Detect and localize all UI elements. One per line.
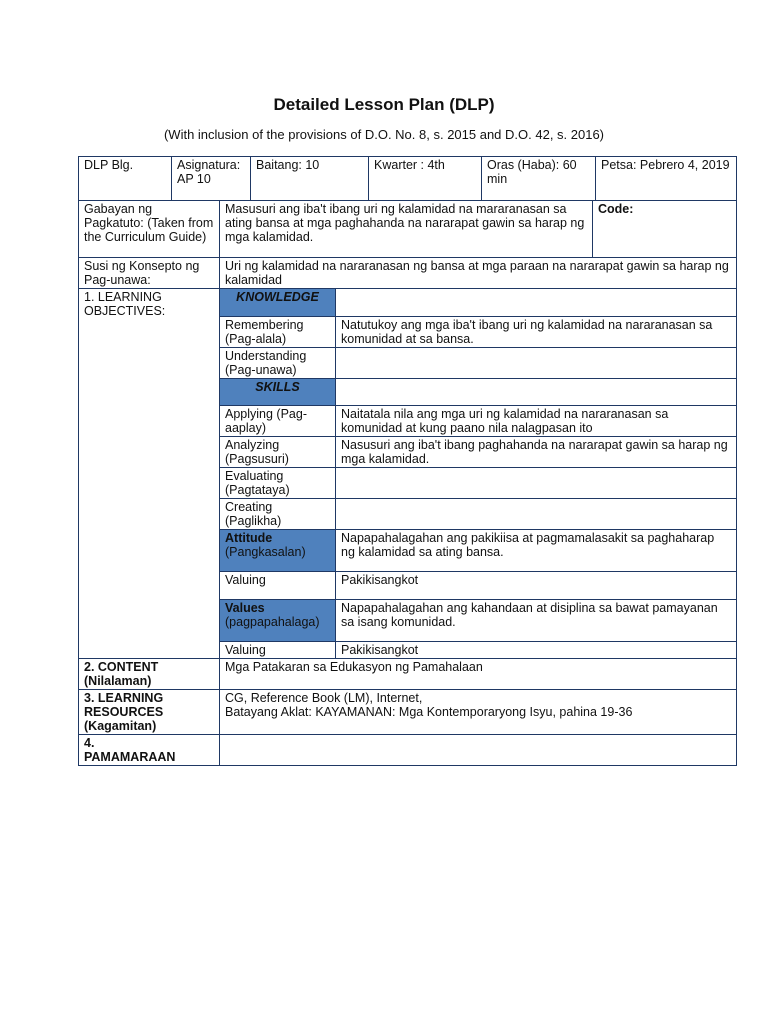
code-label: Code:	[593, 201, 737, 258]
resources-line-2: Batayang Aklat: KAYAMANAN: Mga Kontemporaryong Isyu, pahina 19-36	[225, 705, 633, 719]
evaluating-text	[336, 468, 737, 499]
creating-label: Creating (Paglikha)	[220, 499, 336, 530]
content-text: Mga Patakaran sa Edukasyon ng Pamahalaan	[220, 659, 737, 690]
dlp-number-cell: DLP Blg.	[79, 157, 172, 201]
remembering-label: Remembering (Pag-alala)	[220, 317, 336, 348]
evaluating-label: Evaluating (Pagtataya)	[220, 468, 336, 499]
resources-label: 3. LEARNING RESOURCES	[84, 691, 164, 719]
content-label: 2. CONTENT	[84, 660, 159, 674]
attitude-subheading: (Pangkasalan)	[225, 545, 306, 559]
values-text: Napapahalagahan ang kahandaan at disiplina sa bawat pamayanan sa isang komunidad.	[336, 600, 737, 642]
content-sublabel: (Nilalaman)	[84, 674, 152, 688]
lesson-table	[78, 200, 737, 766]
understanding-label: Understanding (Pag-unawa)	[220, 348, 336, 379]
values-heading-cell	[220, 600, 336, 642]
attitude-heading-cell	[220, 530, 336, 572]
guide-label: Gabayan ng Pagkatuto: (Taken from the Curriculum Guide)	[79, 201, 220, 258]
values-heading: Values	[225, 601, 265, 615]
applying-text: Naitatala nila ang mga uri ng kalamidad na nararanasan sa komunidad at kung paano nila nalagpasan ito	[336, 406, 737, 437]
applying-label: Applying (Pag-aaplay)	[220, 406, 336, 437]
document-subtitle: (With inclusion of the provisions of D.O. No. 8, s. 2015 and D.O. 42, s. 2016)	[163, 127, 605, 142]
grade-cell: Baitang: 10	[251, 157, 369, 201]
procedure-label-cell	[79, 735, 220, 766]
document-title: Detailed Lesson Plan (DLP)	[273, 95, 495, 114]
attitude-heading: Attitude	[225, 531, 273, 545]
analyzing-text: Nasusuri ang iba't ibang paghahanda na nararapat gawin sa harap ng mga kalamidad.	[336, 437, 737, 468]
understanding-text	[336, 348, 737, 379]
duration-cell: Oras (Haba): 60 min	[482, 157, 596, 201]
header-table	[78, 156, 737, 201]
creating-text	[336, 499, 737, 530]
knowledge-heading: KNOWLEDGE	[220, 289, 336, 317]
resources-text	[220, 690, 737, 735]
skills-heading: SKILLS	[220, 379, 336, 406]
attitude-text: Napapahalagahan ang pakikiisa at pagmamalasakit sa paghaharap ng kalamidad sa ating bansa.	[336, 530, 737, 572]
analyzing-label: Analyzing (Pagsusuri)	[220, 437, 336, 468]
values-subheading: (pagpapahalaga)	[225, 615, 320, 629]
procedure-label: 4.	[84, 736, 95, 750]
objectives-label: 1. LEARNING OBJECTIVES:	[79, 289, 220, 659]
procedure-sublabel: PAMAMARAAN	[84, 750, 176, 764]
valuing2-text: Pakikisangkot	[336, 642, 737, 659]
concept-text: Uri ng kalamidad na nararanasan ng bansa at mga paraan na nararapat gawin sa harap ng kalamidad	[220, 258, 737, 289]
guide-text: Masusuri ang iba't ibang uri ng kalamidad na mararanasan sa ating bansa at mga paghahanda na nararapat gawin sa harap ng mga kalamidad.	[220, 201, 593, 258]
resources-line-1: CG, Reference Book (LM), Internet,	[225, 691, 423, 705]
resources-sublabel: (Kagamitan)	[84, 719, 157, 733]
subject-cell: Asignatura: AP 10	[172, 157, 251, 201]
remembering-text: Natutukoy ang mga iba't ibang uri ng kalamidad na nararanasan sa komunidad at sa bansa.	[336, 317, 737, 348]
content-label-cell	[79, 659, 220, 690]
valuing2-label: Valuing	[220, 642, 336, 659]
knowledge-empty	[336, 289, 737, 317]
resources-label-cell	[79, 690, 220, 735]
procedure-text	[220, 735, 737, 766]
quarter-cell: Kwarter : 4th	[369, 157, 482, 201]
skills-empty	[336, 379, 737, 406]
concept-label: Susi ng Konsepto ng Pag-unawa:	[79, 258, 220, 289]
valuing-label: Valuing	[220, 572, 336, 600]
valuing-text: Pakikisangkot	[336, 572, 737, 600]
date-cell: Petsa: Pebrero 4, 2019	[596, 157, 737, 201]
